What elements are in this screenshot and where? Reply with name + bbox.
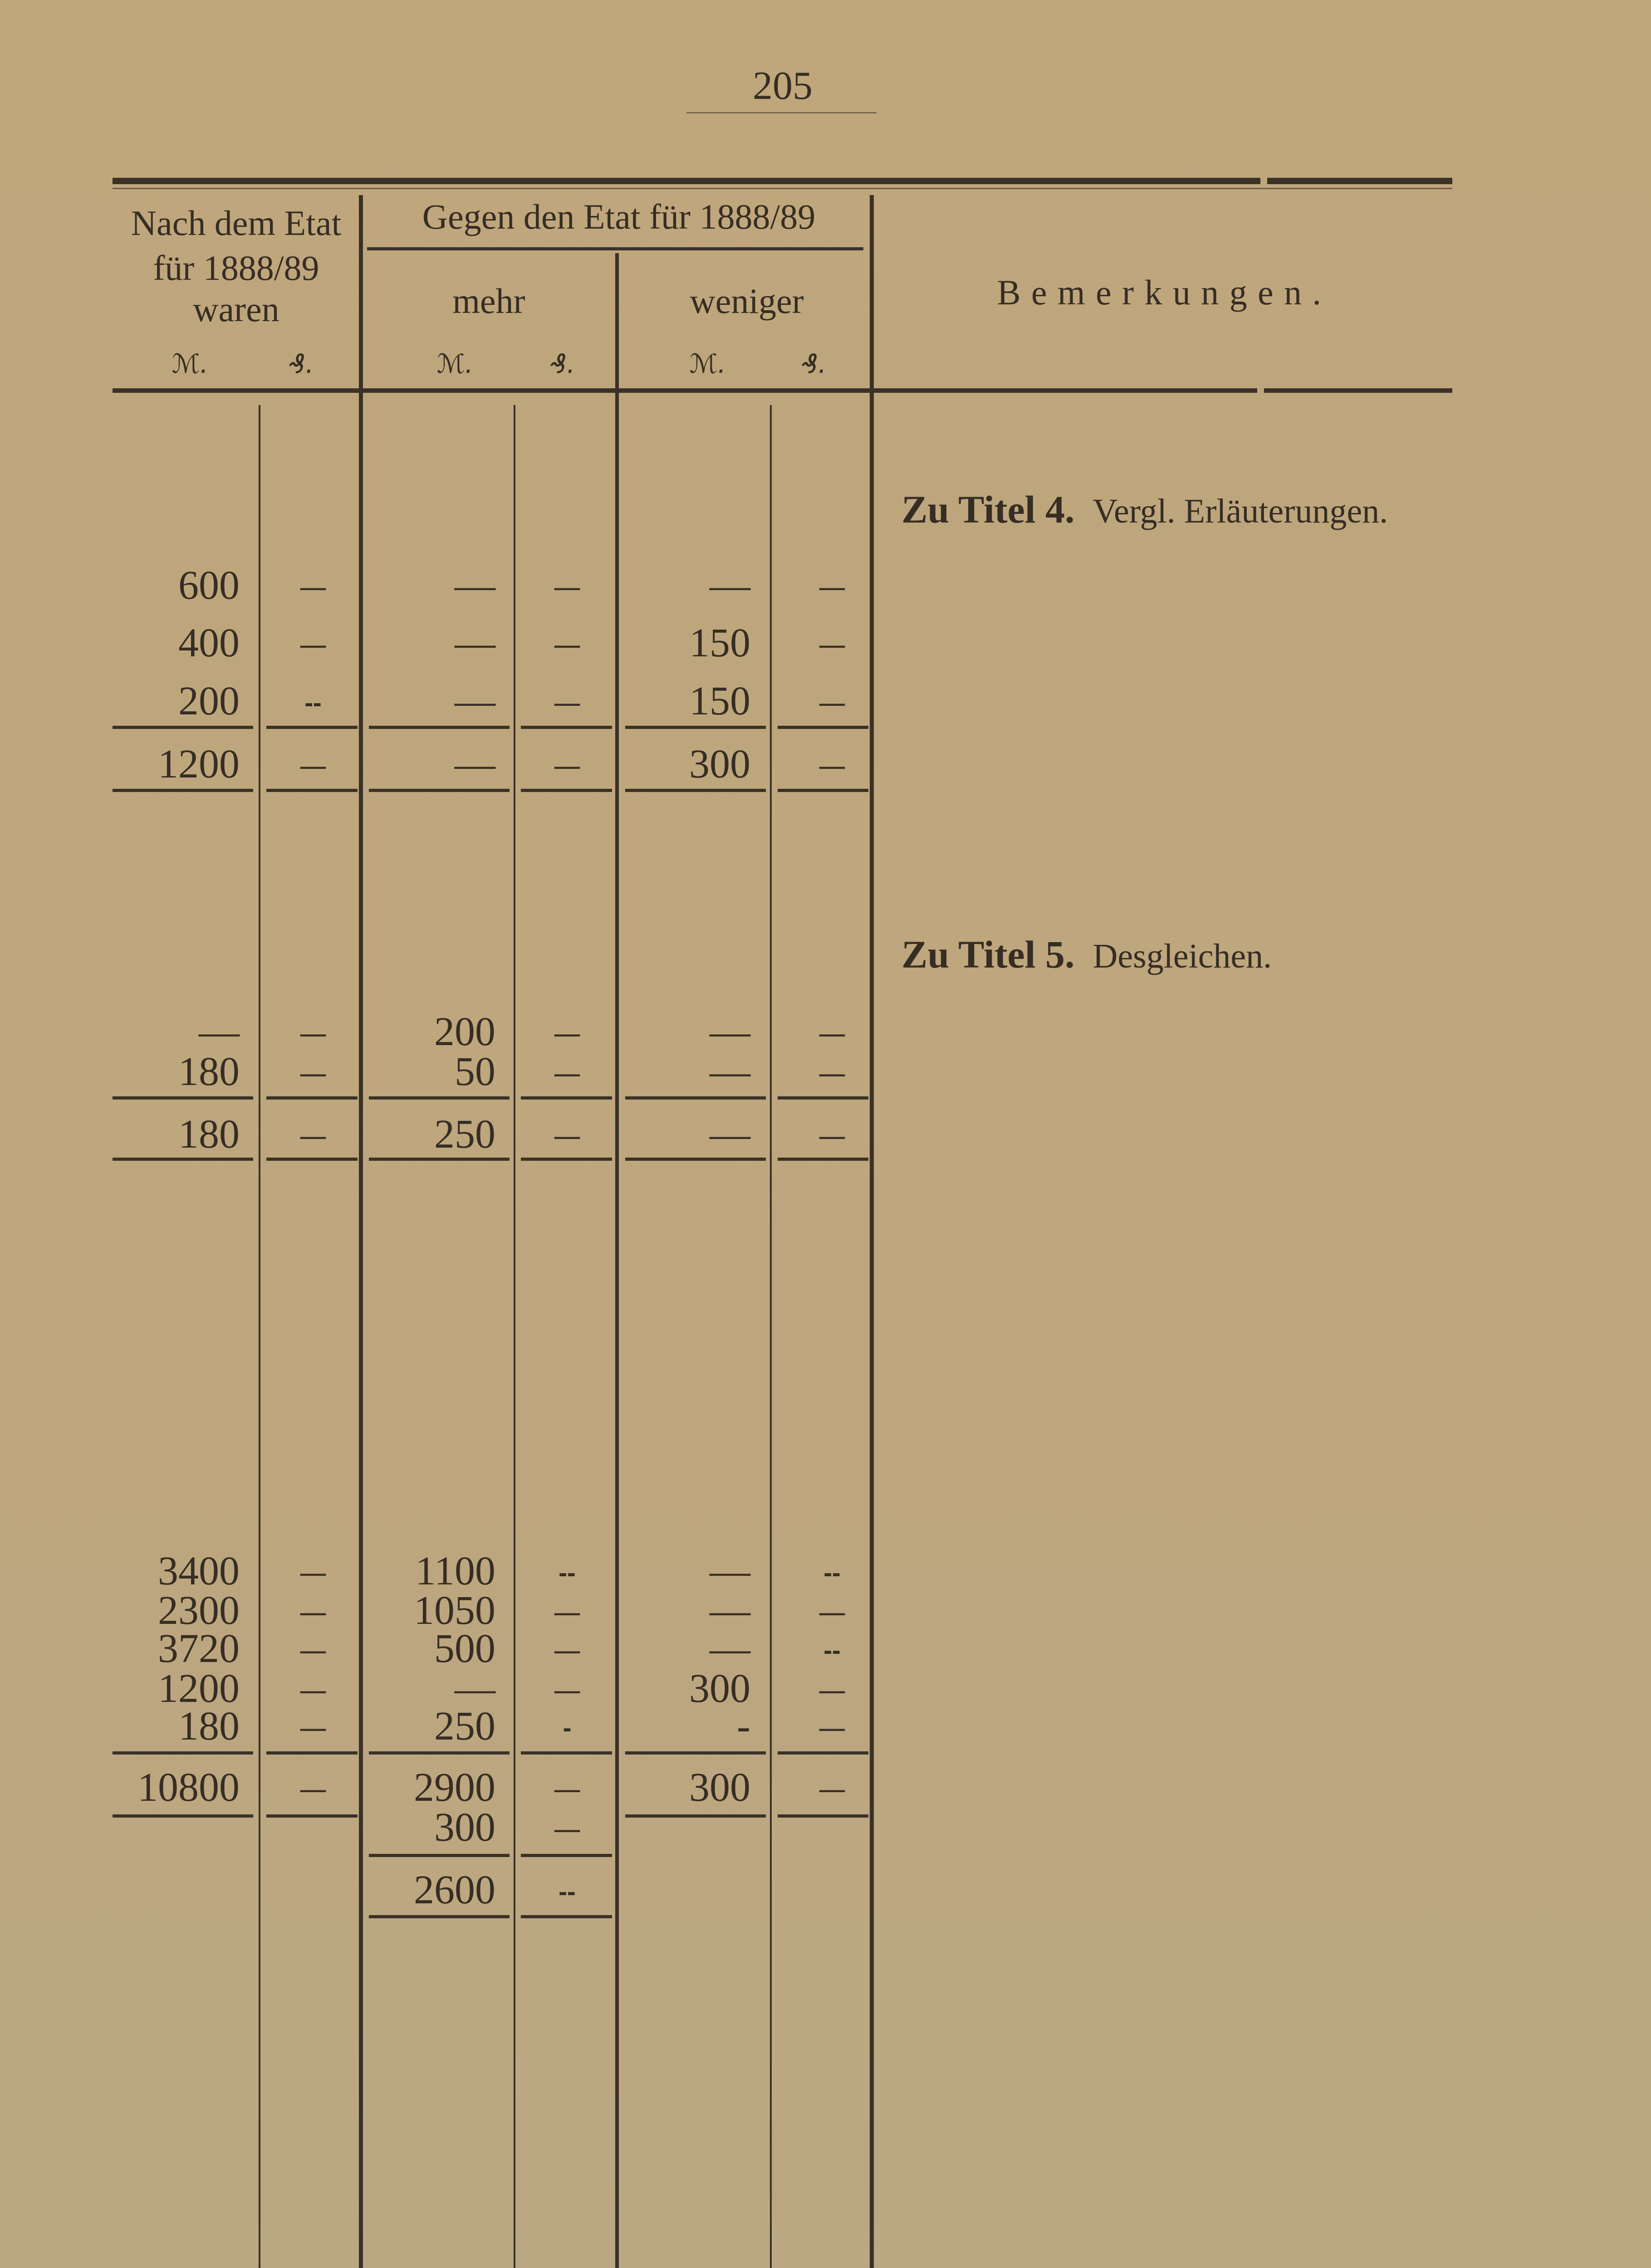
sum-rule (266, 1751, 358, 1755)
etat-mark-cell: 1200 (158, 742, 240, 787)
mehr-pfennig-cell: - (563, 1704, 572, 1749)
total-rule (521, 1158, 612, 1161)
mehr-pfennig-cell: — (554, 1805, 580, 1850)
table-net-row (0, 1867, 885, 1912)
weniger-mark-cell: — (710, 563, 750, 608)
etat-mark-cell: 400 (178, 621, 240, 665)
weniger-mark-cell: — (710, 1112, 750, 1157)
mehr-pfennig-cell: — (554, 742, 580, 787)
remark-titel-5 (901, 934, 1272, 975)
weniger-mark-cell: 300 (689, 1666, 750, 1711)
weniger-pfennig-cell: — (819, 1666, 845, 1711)
table-row (0, 1628, 885, 1669)
etat-pfennig-cell: — (300, 563, 326, 608)
difference-rule (521, 1854, 612, 1857)
weniger-pfennig-cell: -- (823, 1626, 841, 1671)
weniger-mark-cell: — (710, 1549, 750, 1593)
sum-rule (625, 1751, 766, 1755)
table-row (0, 1051, 885, 1092)
sum-rule (113, 1096, 253, 1100)
table-total-row (0, 744, 885, 785)
etat-pfennig-cell: — (300, 1049, 326, 1094)
etat-pfennig-cell: — (300, 1549, 326, 1593)
etat-pfennig-cell: — (300, 621, 326, 665)
total-rule (266, 1158, 358, 1161)
mehr-mark-cell: 250 (434, 1112, 495, 1157)
total-rule (113, 789, 253, 792)
weniger-pfennig-cell: -- (823, 1549, 841, 1593)
mehr-pfennig-cell: — (554, 563, 580, 608)
total-rule (625, 1158, 766, 1161)
sum-rule (113, 1751, 253, 1755)
etat-mark-cell: 3400 (158, 1549, 240, 1593)
page-number-underline (686, 112, 877, 113)
weniger-mark-cell: — (710, 1049, 750, 1094)
table-row (0, 1590, 885, 1631)
table-row (0, 1551, 885, 1592)
mehr-mark-cell: — (455, 1666, 495, 1711)
sum-rule (625, 726, 766, 729)
etat-pfennig-cell: — (300, 1666, 326, 1711)
etat-mark-cell: 2300 (158, 1588, 240, 1633)
mehr-mark-cell: 500 (434, 1626, 495, 1671)
weniger-mark-cell: 300 (689, 1765, 750, 1810)
mehr-pfennig-cell: — (554, 1765, 580, 1810)
etat-pfennig-cell: — (300, 1704, 326, 1749)
weniger-pfennig-cell: — (819, 1009, 845, 1054)
etat-pfennig-cell: — (300, 1588, 326, 1633)
header-gegen-underline (367, 247, 863, 250)
total-rule (778, 1158, 868, 1161)
mehr-pfennig-cell: -- (558, 1867, 576, 1912)
mehr-pfennig-cell: -- (558, 1549, 576, 1593)
sum-rule (369, 726, 510, 729)
sum-rule (113, 726, 253, 729)
mehr-mark-cell: — (455, 621, 495, 665)
weniger-mark-cell: — (710, 1588, 750, 1633)
mark-unit-label: ℳ. (436, 348, 474, 379)
sum-rule (266, 1096, 358, 1100)
sum-rule (369, 1096, 510, 1100)
mehr-pfennig-cell: — (554, 1009, 580, 1054)
mehr-mark-cell: 1050 (414, 1588, 495, 1633)
total-rule (369, 1158, 510, 1161)
total-rule (113, 1158, 253, 1161)
remark-title: Zu Titel 4. (901, 488, 1075, 531)
etat-mark-cell: 3720 (158, 1626, 240, 1671)
remark-text: Desgleichen. (1093, 937, 1272, 975)
weniger-mark-cell: - (737, 1704, 750, 1749)
column-divider-thick (359, 195, 363, 2268)
mehr-mark-cell: 50 (455, 1049, 495, 1094)
header-bemerkungen: Bemerkungen. (997, 273, 1332, 312)
weniger-pfennig-cell: — (819, 679, 845, 723)
sum-rule (521, 726, 612, 729)
etat-mark-cell: 180 (178, 1112, 240, 1157)
pfennig-unit-label: ₰. (801, 348, 827, 379)
table-row (0, 1009, 885, 1054)
mehr-mark-cell: 300 (434, 1805, 495, 1850)
remark-text: Vergl. Erläuterungen. (1093, 492, 1388, 530)
mehr-pfennig-cell: — (554, 1666, 580, 1711)
weniger-pfennig-cell: — (819, 742, 845, 787)
mehr-pfennig-cell: — (554, 1588, 580, 1633)
table-row (0, 1668, 885, 1709)
table-total-row (0, 1767, 885, 1808)
etat-mark-cell: 10800 (137, 1765, 240, 1810)
total-rule (778, 789, 868, 792)
total-rule (625, 789, 766, 792)
mehr-mark-cell: 1100 (415, 1549, 495, 1593)
net-rule (369, 1915, 510, 1918)
weniger-mark-cell: 300 (689, 742, 750, 787)
net-rule (521, 1915, 612, 1918)
mehr-mark-cell: 2900 (414, 1765, 495, 1810)
table-row (0, 565, 885, 606)
top-thin-rule (113, 188, 1452, 189)
header-mehr: mehr (452, 281, 525, 321)
page-number: 205 (753, 64, 813, 108)
mark-unit-label: ℳ. (171, 348, 209, 379)
header-weniger: weniger (690, 281, 804, 321)
weniger-mark-cell: — (710, 1626, 750, 1671)
sum-rule (778, 726, 868, 729)
header-bottom-rule (113, 388, 1257, 393)
etat-pfennig-cell: — (300, 742, 326, 787)
table-row (0, 623, 885, 664)
mehr-mark-cell: — (455, 742, 495, 787)
sum-rule (266, 726, 358, 729)
etat-mark-cell: 1200 (158, 1666, 240, 1711)
table-row (0, 1807, 885, 1848)
mehr-mark-cell: 2600 (414, 1867, 495, 1912)
weniger-pfennig-cell: — (819, 1112, 845, 1157)
column-divider-thick (615, 253, 619, 2268)
table-total-row (0, 1114, 885, 1155)
total-rule (266, 789, 358, 792)
mehr-pfennig-cell: — (554, 1049, 580, 1094)
table-row (0, 1706, 885, 1747)
pfennig-unit-label: ₰. (550, 348, 575, 379)
etat-pfennig-cell: — (300, 1009, 326, 1054)
weniger-pfennig-cell: — (819, 1704, 845, 1749)
etat-pfennig-cell: — (300, 1626, 326, 1671)
sum-rule (778, 1096, 868, 1100)
header-gegen-etat: Gegen den Etat für 1888/89 (422, 197, 816, 236)
mark-unit-label: ℳ. (689, 348, 726, 379)
mehr-mark-cell: 200 (434, 1009, 495, 1054)
mehr-pfennig-cell: — (554, 621, 580, 665)
weniger-mark-cell: — (710, 1009, 750, 1054)
table-row (0, 681, 885, 722)
etat-pfennig-cell: -- (304, 679, 322, 723)
top-thick-rule-right (1267, 178, 1452, 184)
sum-rule (521, 1751, 612, 1755)
pfennig-unit-label: ₰. (289, 348, 314, 379)
weniger-pfennig-cell: — (819, 1765, 845, 1810)
etat-mark-cell: 180 (178, 1704, 240, 1749)
weniger-mark-cell: 150 (689, 679, 750, 723)
mehr-pfennig-cell: — (554, 679, 580, 723)
remark-title: Zu Titel 5. (901, 933, 1075, 976)
etat-mark-cell: 200 (178, 679, 240, 723)
top-thick-rule (113, 178, 1260, 184)
weniger-pfennig-cell: — (819, 621, 845, 665)
remark-titel-4 (901, 489, 1388, 530)
etat-mark-cell: 180 (178, 1049, 240, 1094)
weniger-pfennig-cell: — (819, 563, 845, 608)
header-etat-line-3: waren (193, 289, 279, 329)
column-divider-thick (870, 195, 874, 2268)
mehr-mark-cell: — (455, 563, 495, 608)
difference-rule (369, 1854, 510, 1857)
mehr-pfennig-cell: — (554, 1626, 580, 1671)
total-rule (369, 789, 510, 792)
header-etat-line-1: Nach dem Etat (131, 203, 342, 243)
sum-rule (521, 1096, 612, 1100)
sum-rule (778, 1751, 868, 1755)
etat-mark-cell: — (199, 1009, 240, 1054)
mehr-mark-cell: — (455, 679, 495, 723)
sum-rule (625, 1096, 766, 1100)
weniger-pfennig-cell: — (819, 1049, 845, 1094)
weniger-pfennig-cell: — (819, 1588, 845, 1633)
sum-rule (369, 1751, 510, 1755)
etat-mark-cell: 600 (178, 563, 240, 608)
etat-pfennig-cell: — (300, 1112, 326, 1157)
weniger-mark-cell: 150 (689, 621, 750, 665)
header-etat-line-2: für 1888/89 (153, 248, 319, 288)
mehr-mark-cell: 250 (434, 1704, 495, 1749)
mehr-pfennig-cell: — (554, 1112, 580, 1157)
header-bottom-rule-right (1264, 388, 1452, 393)
etat-pfennig-cell: — (300, 1765, 326, 1810)
total-rule (521, 789, 612, 792)
